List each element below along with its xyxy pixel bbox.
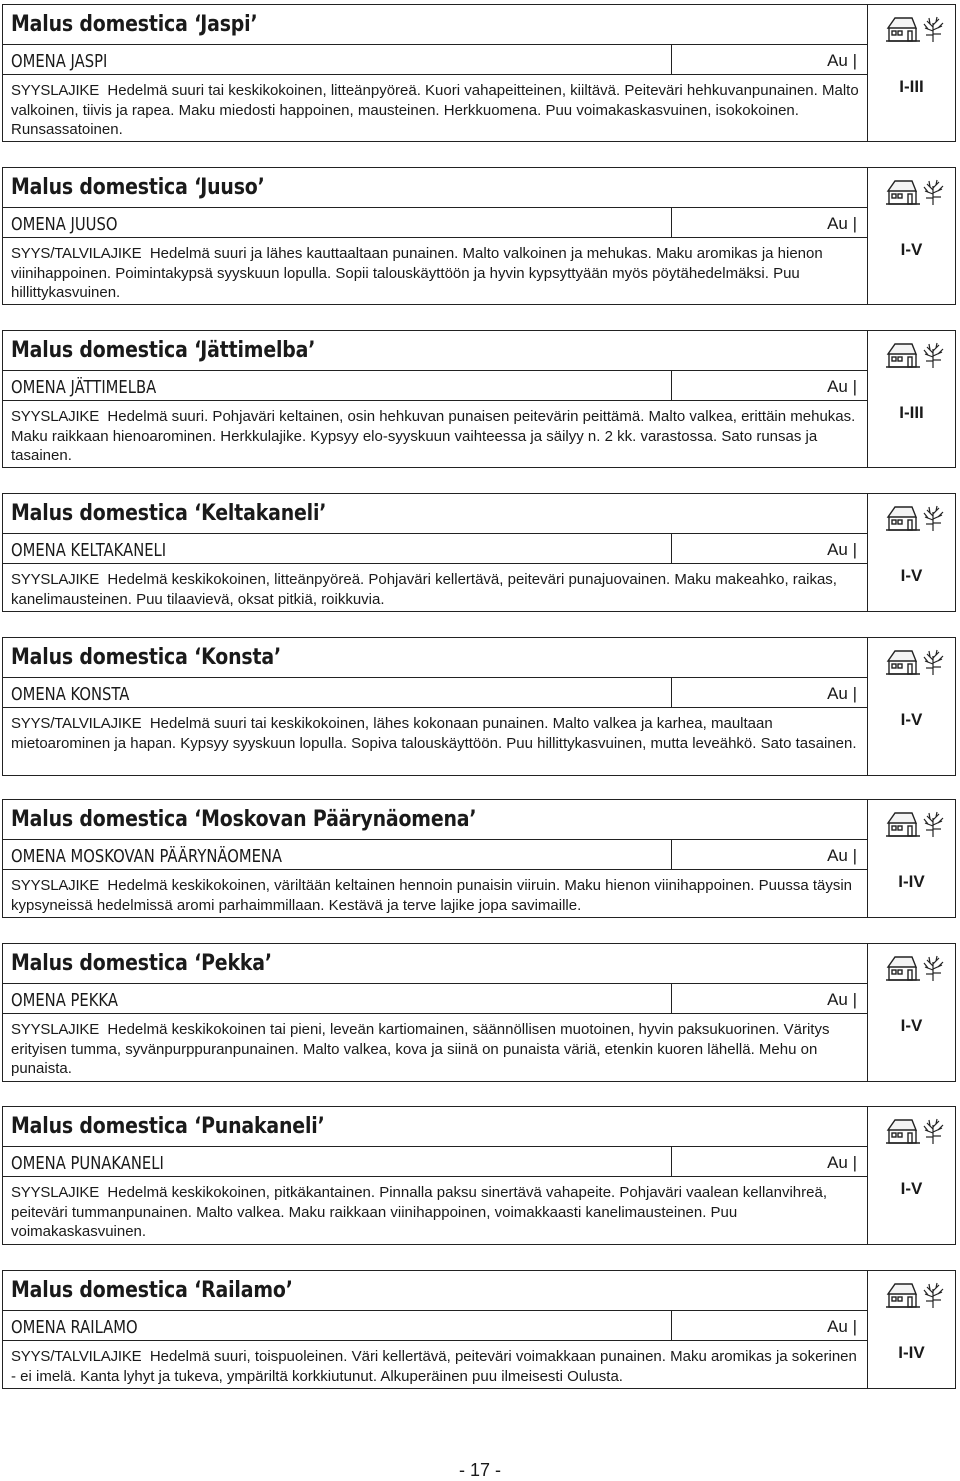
variety-type: SYYSLAJIKE <box>11 1184 100 1201</box>
description <box>11 1347 859 1386</box>
entry-info <box>3 638 867 775</box>
entry-info <box>3 1271 867 1388</box>
entry-info <box>3 5 867 141</box>
page-number: - 17 - <box>458 1460 501 1480</box>
common-name: OMENA JÄTTIMELBA <box>11 377 157 398</box>
zone-label: Au | <box>827 846 857 865</box>
hardiness-panel <box>867 1107 955 1244</box>
common-name: OMENA JUUSO <box>11 214 118 235</box>
description <box>11 81 859 140</box>
description-text: Hedelmä suuri ja lähes kauttaaltaan punainen. Malto valkoinen ja mehukas. Maku aromikas ja hienon viinihappoinen. Poimintakypsä syyskuun lopulla. Sopii talouskäyttöön ja hyvin kypsyttyään myös pöytähedelmäksi. Puu hillittykasvuinen. <box>11 245 823 301</box>
variety-type: SYYSLAJIKE <box>11 571 100 588</box>
hardiness-zone: I-III <box>899 77 924 96</box>
hardiness-zone: I-IV <box>898 1343 925 1362</box>
zone-label: Au | <box>827 990 857 1009</box>
description-text: Hedelmä keskikokoinen, pitkäkantainen. Pinnalla paksu sinertävä vahapeite. Pohjaväri vaalean kellanvihreä, peiteväri tummanpunainen. Malto valkea. Maku raikkaan viinihappoinen, voimakkaasti kanelimausteinen. Puu voimakaskasvuinen. <box>11 1184 827 1240</box>
hardiness-panel <box>867 494 955 611</box>
description <box>11 1183 859 1242</box>
house-and-tree-icon <box>886 1281 946 1309</box>
house-and-tree-icon <box>886 954 946 982</box>
house-and-tree-icon <box>886 15 946 43</box>
latin-name: Malus domestica ‘Punakaneli’ <box>11 1114 325 1139</box>
hardiness-zone: I-V <box>900 240 923 259</box>
hardiness-zone: I-IV <box>898 872 925 891</box>
common-name-row <box>3 1310 867 1341</box>
latin-name: Malus domestica ‘Konsta’ <box>11 645 281 670</box>
house-and-tree-icon <box>886 341 946 369</box>
latin-name: Malus domestica ‘Railamo’ <box>11 1278 293 1303</box>
variety-type: SYYSLAJIKE <box>11 877 100 894</box>
common-name-row <box>3 370 867 401</box>
common-name: OMENA KONSTA <box>11 684 130 705</box>
hardiness-zone: I-V <box>900 566 923 585</box>
variety-type: SYYS/TALVILAJIKE <box>11 1348 142 1365</box>
plant-entry <box>2 330 956 468</box>
description-text: Hedelmä suuri tai keskikokoinen, litteänpyöreä. Kuori vahapeitteinen, kiiltävä. Peiteväri hehkuvanpunainen. Malto valkoinen, tiivis ja rapea. Maku miedosti happoinen, mausteinen. Herkkuomena. Puu voimakaskasvuinen, isokokoinen. Runsassatoinen. <box>11 82 859 138</box>
common-name-row <box>3 207 867 238</box>
plant-entry <box>2 799 956 918</box>
variety-type: SYYSLAJIKE <box>11 82 100 99</box>
common-name-cell <box>3 1147 672 1176</box>
common-name-cell <box>3 45 672 74</box>
common-name-cell <box>3 371 672 400</box>
hardiness-zone: I-V <box>900 1179 923 1198</box>
common-name-row <box>3 677 867 708</box>
plant-entry <box>2 1270 956 1389</box>
plant-entry <box>2 167 956 305</box>
entry-info <box>3 800 867 917</box>
entry-info <box>3 494 867 611</box>
hardiness-panel <box>867 5 955 141</box>
latin-name: Malus domestica ‘Moskovan Päärynäomena’ <box>11 807 477 832</box>
hardiness-zone: I-III <box>899 403 924 422</box>
house-and-tree-icon <box>886 648 946 676</box>
common-name-cell <box>3 984 672 1013</box>
plant-entry <box>2 493 956 612</box>
common-name-row <box>3 1146 867 1177</box>
common-name: OMENA RAILAMO <box>11 1317 138 1338</box>
common-name-cell <box>3 1311 672 1340</box>
common-name: OMENA KELTAKANELI <box>11 540 167 561</box>
hardiness-panel <box>867 331 955 467</box>
plant-entry <box>2 4 956 142</box>
hardiness-panel <box>867 1271 955 1388</box>
description <box>11 876 859 915</box>
common-name-cell <box>3 678 672 707</box>
common-name: OMENA MOSKOVAN PÄÄRYNÄOMENA <box>11 846 283 867</box>
entry-info <box>3 944 867 1081</box>
common-name: OMENA JASPI <box>11 51 108 72</box>
common-name-cell <box>3 840 672 869</box>
common-name-cell <box>3 534 672 563</box>
hardiness-panel <box>867 800 955 917</box>
common-name-cell <box>3 208 672 237</box>
plant-entry <box>2 637 956 776</box>
common-name-row <box>3 839 867 870</box>
latin-name: Malus domestica ‘Pekka’ <box>11 951 272 976</box>
zone-label: Au | <box>827 51 857 70</box>
description <box>11 244 859 303</box>
zone-label: Au | <box>827 540 857 559</box>
hardiness-panel <box>867 944 955 1081</box>
house-and-tree-icon <box>886 810 946 838</box>
variety-type: SYYS/TALVILAJIKE <box>11 715 142 732</box>
description <box>11 1020 859 1079</box>
hardiness-panel <box>867 168 955 304</box>
latin-name: Malus domestica ‘Keltakaneli’ <box>11 501 327 526</box>
hardiness-zone: I-V <box>900 1016 923 1035</box>
house-and-tree-icon <box>886 1117 946 1145</box>
description-text: Hedelmä suuri tai keskikokoinen, lähes kokonaan punainen. Malto valkea ja karhea, maultaan mietoarominen ja hapan. Kypsyy syyskuun lopulla. Sopiva talouskäyttöön. Puu hillittykasvuinen, mutta leveähkö. Sato tasainen. <box>11 715 857 752</box>
common-name: OMENA PUNAKANELI <box>11 1153 164 1174</box>
plant-entry <box>2 943 956 1082</box>
description <box>11 570 859 609</box>
description-text: Hedelmä suuri. Pohjaväri keltainen, osin hehkuvan punaisen peitevärin peittämä. Malto valkea, erittäin mehukas. Maku raikkaan hienoarominen. Herkkulajike. Kypsyy elo-syyskuun vaihteessa ja säilyy n. 2 kk. varastossa. Sato runsas ja tasainen. <box>11 408 856 464</box>
description-text: Hedelmä suuri, toispuoleinen. Väri kellertävä, peiteväri voimakkaan punainen. Maku aromikas ja sokerinen - ei imelä. Kanta lyhyt ja tukeva, ympäriltä korkkiutunut. Alkuperäinen puu ilmeisesti Oulusta. <box>11 1348 857 1385</box>
common-name: OMENA PEKKA <box>11 990 118 1011</box>
latin-name: Malus domestica ‘Jättimelba’ <box>11 338 316 363</box>
zone-label: Au | <box>827 1153 857 1172</box>
entry-info <box>3 168 867 304</box>
description <box>11 407 859 466</box>
hardiness-panel <box>867 638 955 775</box>
zone-label: Au | <box>827 377 857 396</box>
description-text: Hedelmä keskikokoinen, litteänpyöreä. Pohjaväri kellertävä, peiteväri punajuovainen. Maku makeahko, raikas, kanelimausteinen. Puu tilaavievä, oksat pitkiä, roikkuvia. <box>11 571 837 608</box>
variety-type: SYYSLAJIKE <box>11 1021 100 1038</box>
variety-type: SYYSLAJIKE <box>11 408 100 425</box>
zone-label: Au | <box>827 684 857 703</box>
common-name-row <box>3 983 867 1014</box>
latin-name: Malus domestica ‘Juuso’ <box>11 175 265 200</box>
hardiness-zone: I-V <box>900 710 923 729</box>
variety-type: SYYS/TALVILAJIKE <box>11 245 142 262</box>
common-name-row <box>3 44 867 75</box>
entry-info <box>3 1107 867 1244</box>
description-text: Hedelmä keskikokoinen, väriltään keltainen hennoin punaisin viiruin. Maku hienon viinihappoinen. Puussa täysin kypsyneissä hedelmissä aromi parhaimmillaan. Kestävä ja terve lajike jopa savimaille. <box>11 877 853 914</box>
entry-info <box>3 331 867 467</box>
latin-name: Malus domestica ‘Jaspi’ <box>11 12 258 37</box>
zone-label: Au | <box>827 214 857 233</box>
house-and-tree-icon <box>886 178 946 206</box>
common-name-row <box>3 533 867 564</box>
house-and-tree-icon <box>886 504 946 532</box>
description <box>11 714 859 753</box>
description-text: Hedelmä keskikokoinen tai pieni, leveän kartiomainen, säännöllisen muotoinen, hyvin paksukuorinen. Väritys erityisen tumma, syvänpurppuranpunainen. Malto valkea, kova ja siinä on punaista väriä, etenkin kuoren lähellä. Mehu on punaista. <box>11 1021 830 1077</box>
plant-entry <box>2 1106 956 1245</box>
zone-label: Au | <box>827 1317 857 1336</box>
